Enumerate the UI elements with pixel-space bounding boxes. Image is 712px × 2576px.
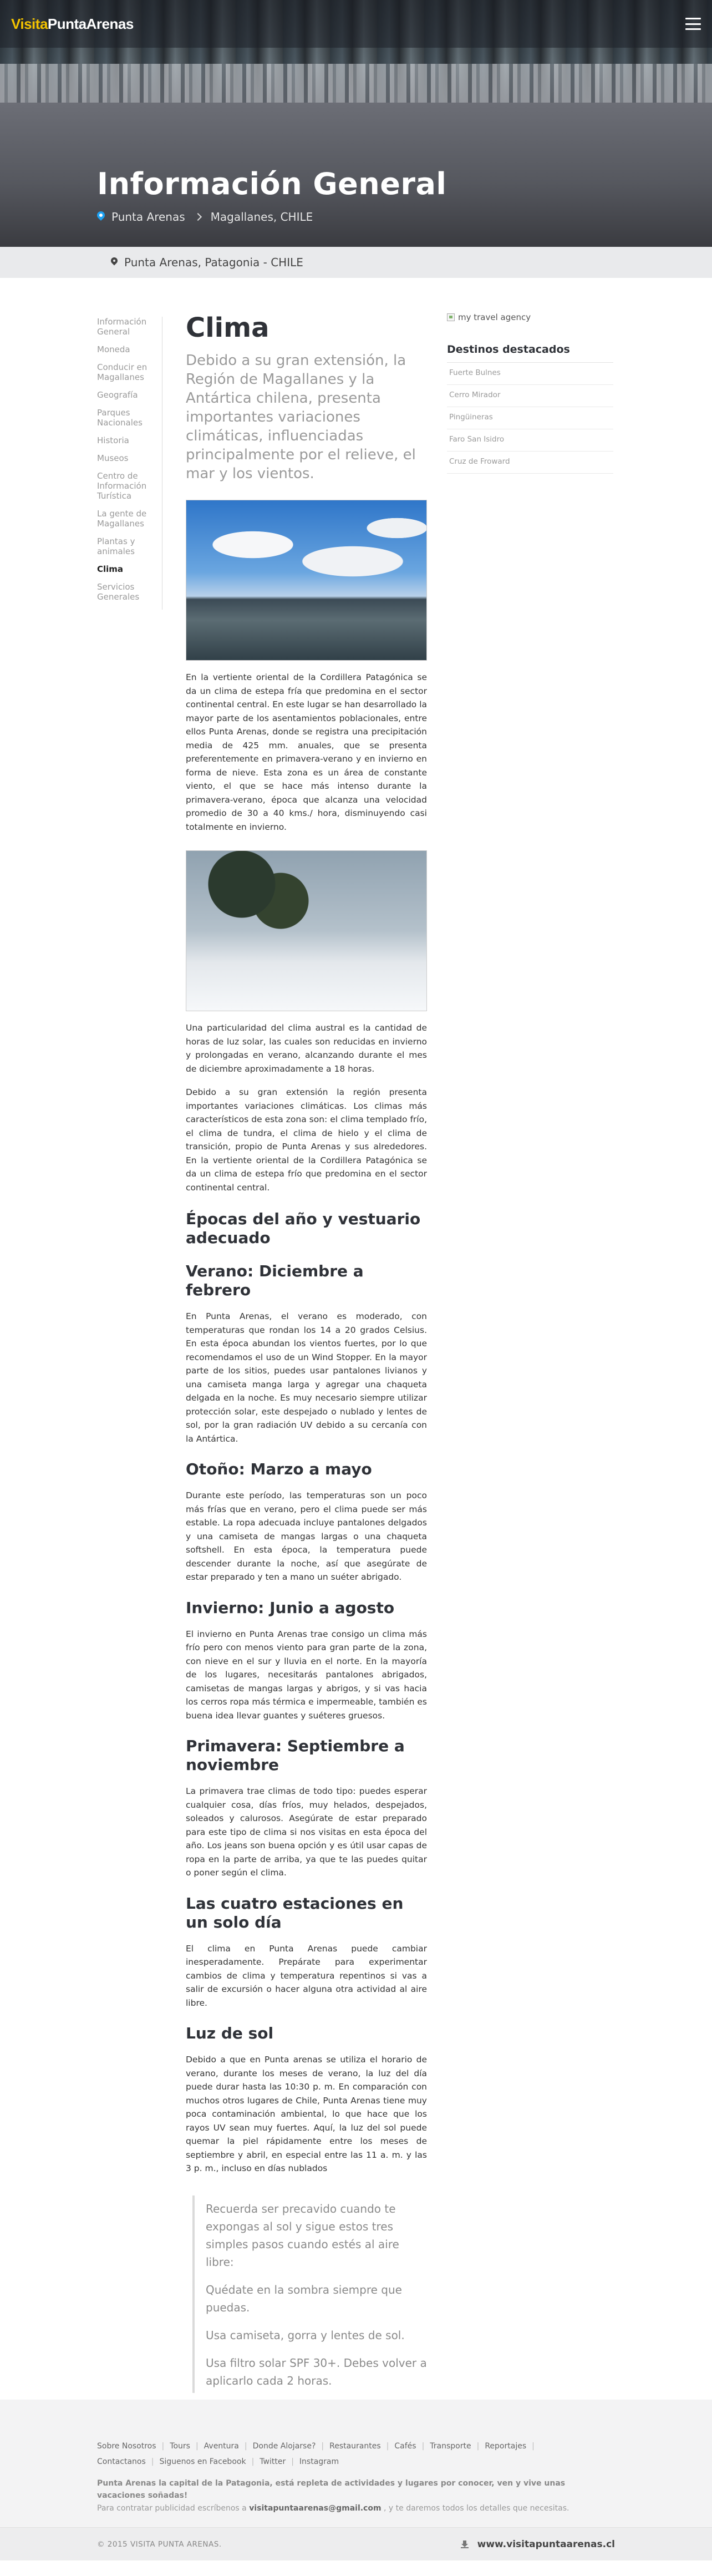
footer-link[interactable]: Tours [170, 2442, 190, 2451]
site-url-link[interactable]: www.visitapuntaarenas.cl [461, 2539, 615, 2550]
copyright: © 2015 VISITA PUNTA ARENAS. [97, 2539, 222, 2549]
location-pin-icon [111, 257, 118, 267]
site-logo[interactable] [11, 16, 134, 33]
top-navbar [0, 0, 712, 48]
quote-line: Quédate en la sombra siempre que puedas. [206, 2283, 402, 2314]
article-title: Clima [186, 312, 269, 343]
footer-link[interactable]: Contactanos [97, 2457, 146, 2466]
sidebar-item-historia[interactable]: Historia [97, 435, 129, 445]
quote-line: Recuerda ser precavido cuando te expongas al sol y sigue estos tres simples pasos cuando estés al aire libre: [206, 2202, 399, 2269]
footer-bottom-bar [0, 2527, 712, 2560]
breadcrumb-region: Magallanes, CHILE [210, 210, 313, 224]
subheading-invierno: Invierno: Junio a agosto [186, 1598, 395, 1617]
paragraph: El clima en Punta Arenas puede cambiar inesperadamente. Prepárate para experimentar cambios de clima y temperatura repentinos si vas a salir de excursión o hacer alguna otra actividad al aire libre. [186, 1943, 427, 2008]
sidebar-item-conducir[interactable]: Conducir en Magallanes [97, 362, 148, 382]
download-icon [461, 2540, 469, 2548]
logo-visita: Visita [11, 15, 48, 32]
footer-link[interactable]: Sobre Nosotros [97, 2442, 156, 2451]
destination-link[interactable]: Pingüineras [447, 407, 613, 429]
sidebar-item-plantas[interactable]: Plantas y animales [97, 536, 135, 556]
article-lead: Debido a su gran extensión, la Región de Magallanes y la Antártica chilena, presenta importantes variaciones climáticas, influenciadas principalmente por el relieve, el mar y los vientos. [186, 352, 416, 482]
section-sidebar [97, 317, 162, 610]
destination-link[interactable]: Cerro Mirador [447, 385, 613, 407]
site-footer [0, 2400, 712, 2560]
paragraph: En la vertiente oriental de la Cordillera Patagónica se da un clima de estepa fría que predomina en el sector continental central. En este lugar se han desarrollado la mayor parte de los asentamientos poblacionales, entre ellos Punta Arenas, donde se registra una precipitación media de 425 mm. anuales, que se presenta preferentemente en primavera-verano y en invierno en forma de nieve. Esta zona es un área de constante viento, el que se hace más intenso durante la primavera-verano, época que alcanza una velocidad promedio de 30 a 40 kms./ hora, disminuyendo casi totalmente en invierno. [186, 672, 427, 832]
location-text: Punta Arenas, Patagonia - CHILE [124, 256, 303, 269]
footer-link[interactable]: Twitter [260, 2457, 286, 2466]
right-sidebar [447, 312, 613, 474]
location-pin-icon [97, 211, 105, 222]
quote-line: Usa filtro solar SPF 30+. Debes volver a aplicarlo cada 2 horas. [206, 2356, 427, 2387]
broken-image-icon [447, 313, 455, 321]
paragraph: Durante este período, las temperaturas son un poco más frías que en verano, pero el clima puede ser más estable. La ropa adecuada incluye pantalones delgados y una camiseta de mangas largas o una chaqueta softshell. En esta época, la temperatura puede descender durante la noche, así que asegúrate de estar preparado y ten a mano un suéter abrigado. [186, 1490, 427, 1582]
breadcrumb-city[interactable]: Punta Arenas [111, 210, 185, 224]
sidebar-item-moneda[interactable]: Moneda [97, 344, 130, 354]
footer-link[interactable]: Siguenos en Facebook [159, 2457, 246, 2466]
paragraph: Debido a su gran extensión la región presenta importantes variaciones climáticas. Los climas más característicos de esta zona son: el clima templado frío, el clima de tundra, el clima de hielo y el clima de transición, propio de Punta Arenas y sus alrededores. En la vertiente oriental de la Cordillera Patagónica se da un clima de estepa frío que predomina en el sector continental central. [186, 1087, 427, 1193]
footer-ad-text: Para contratar publicidad escríbenos a visitapuntaarenas@gmail.com , y te daremos todos los detalles que necesitas. [97, 2504, 569, 2513]
destination-link[interactable]: Cruz de Froward [447, 452, 613, 474]
chevron-right-icon [194, 213, 202, 221]
patagonia-landscape-photo [186, 500, 427, 661]
destination-link[interactable]: Faro San Isidro [447, 429, 613, 452]
subheading-primavera: Primavera: Septiembre a noviembre [186, 1737, 405, 1774]
footer-link[interactable]: Instagram [299, 2457, 339, 2466]
main-content-area [0, 278, 712, 2400]
destination-link[interactable]: Fuerte Bulnes [447, 363, 613, 385]
subheading-cuatro-estaciones: Las cuatro estaciones en un solo día [186, 1894, 404, 1931]
travel-agency-ad[interactable] [447, 312, 613, 322]
paragraph: El invierno en Punta Arenas trae consigo un clima más frío pero con menos viento para gran parte de la zona, con nieve en el sur y lluvia en el norte. En la mayoría de los lugares, necesitarás pantalones abrigados, camisetas de mangas largas y abrigos, y si vas hacia los cerros ropa más térmica e impermeable, también es buena idea llevar guantes y suéteres gruesos. [186, 1629, 427, 1721]
sidebar-item-clima[interactable]: Clima [97, 564, 124, 574]
sidebar-item-parques[interactable]: Parques Nacionales [97, 408, 143, 428]
paragraph: En Punta Arenas, el verano es moderado, con temperaturas que rondan los 14 a 20 grados Celsius. En esta época abundan los vientos fuertes, por lo que recomendamos el uso de un Wind Stopper. En la mayor parte de los sitios, puedes usar pantalones livianos y una camiseta manga larga y agregar una chaqueta delgada en la noche. Es muy necesario siempre utilizar protección solar, este despejado o nublado y lentes de sol, por la gran radiación UV debido a su cercanía con la Antártica. [186, 1311, 427, 1444]
paragraph: La primavera trae climas de todo tipo: puedes esperar cualquier cosa, días fríos, muy helados, despejados, soleados y calurosos. Asegúrate de estar preparado para este tipo de clima si nos visitas en esta época del año. Los jeans son buena opción y es útil usar capas de ropa en la parte de arriba, ya que te las puedes quitar o poner según el clima. [186, 1786, 427, 1878]
quote-line: Usa camiseta, gorra y lentes de sol. [206, 2328, 405, 2342]
hero-text [97, 166, 446, 224]
paragraph: Una particularidad del clima austral es la cantidad de horas de luz solar, las cuales son reducidas en invierno y prolongadas en verano, alcanzando durante el mes de diciembre aproximadamente a 18 horas. [186, 1023, 427, 1074]
sidebar-item-informacion-general[interactable]: Información General [97, 317, 147, 337]
footer-link[interactable]: Restaurantes [329, 2442, 381, 2451]
footer-link[interactable]: Aventura [204, 2442, 239, 2451]
sidebar-item-centro-informacion[interactable]: Centro de Información Turística [97, 471, 147, 501]
location-bar [0, 247, 712, 278]
page-title: Información General [97, 166, 447, 201]
section-heading: Épocas del año y vestuario adecuado [186, 1210, 421, 1247]
footer-tagline: Punta Arenas la capital de la Patagonia, está repleta de actividades y lugares por conocer, ven y vive unas vacaciones soñadas! [97, 2479, 566, 2500]
logo-punta-arenas: PuntaArenas [47, 15, 134, 32]
sidebar-item-servicios[interactable]: Servicios Generales [97, 582, 140, 602]
subheading-verano: Verano: Diciembre a febrero [186, 1262, 364, 1299]
article [186, 312, 427, 2393]
footer-link[interactable]: Reportajes [485, 2442, 527, 2451]
snowy-monument-photo [186, 850, 427, 1011]
sidebar-item-geografia[interactable]: Geografía [97, 390, 138, 400]
agency-alt-text: my travel agency [458, 312, 531, 322]
subheading-otono: Otoño: Marzo a mayo [186, 1460, 372, 1478]
footer-link[interactable]: Donde Alojarse? [252, 2442, 316, 2451]
breadcrumb [97, 210, 446, 224]
hamburger-menu-icon[interactable] [685, 18, 701, 30]
sidebar-item-museos[interactable]: Museos [97, 453, 129, 463]
destinations-heading: Destinos destacados [447, 343, 613, 363]
footer-link[interactable]: Cafés [394, 2442, 416, 2451]
footer-links: Sobre Nosotros | Tours | Aventura | Donde Alojarse? | Restaurantes | Cafés | Transporte | Reportajes | Contactanos | Siguenos en Facebook | Twitter | Instagram [97, 2442, 535, 2466]
footer-link[interactable]: Transporte [430, 2442, 471, 2451]
subheading-luz-de-sol: Luz de sol [186, 2024, 274, 2042]
sun-safety-blockquote [192, 2195, 427, 2393]
sidebar-item-gente[interactable]: La gente de Magallanes [97, 509, 147, 529]
contact-email[interactable]: visitapuntaarenas@gmail.com [249, 2504, 382, 2513]
site-header [0, 0, 712, 278]
paragraph: Debido a que en Punta arenas se utiliza el horario de verano, durante los meses de verano, la luz del día puede durar hasta las 10:30 p. m. En comparación con muchos otros lugares de Chile, Punta Arenas tiene muy poca contaminación ambiental, lo que hace que los rayos UV sean muy fuertes. Aquí, la luz del sol puede quemar la piel rápidamente entre los meses de septiembre y abril, en especial entre las 11 a. m. y las 3 p. m., incluso en días nublados [186, 2055, 427, 2173]
